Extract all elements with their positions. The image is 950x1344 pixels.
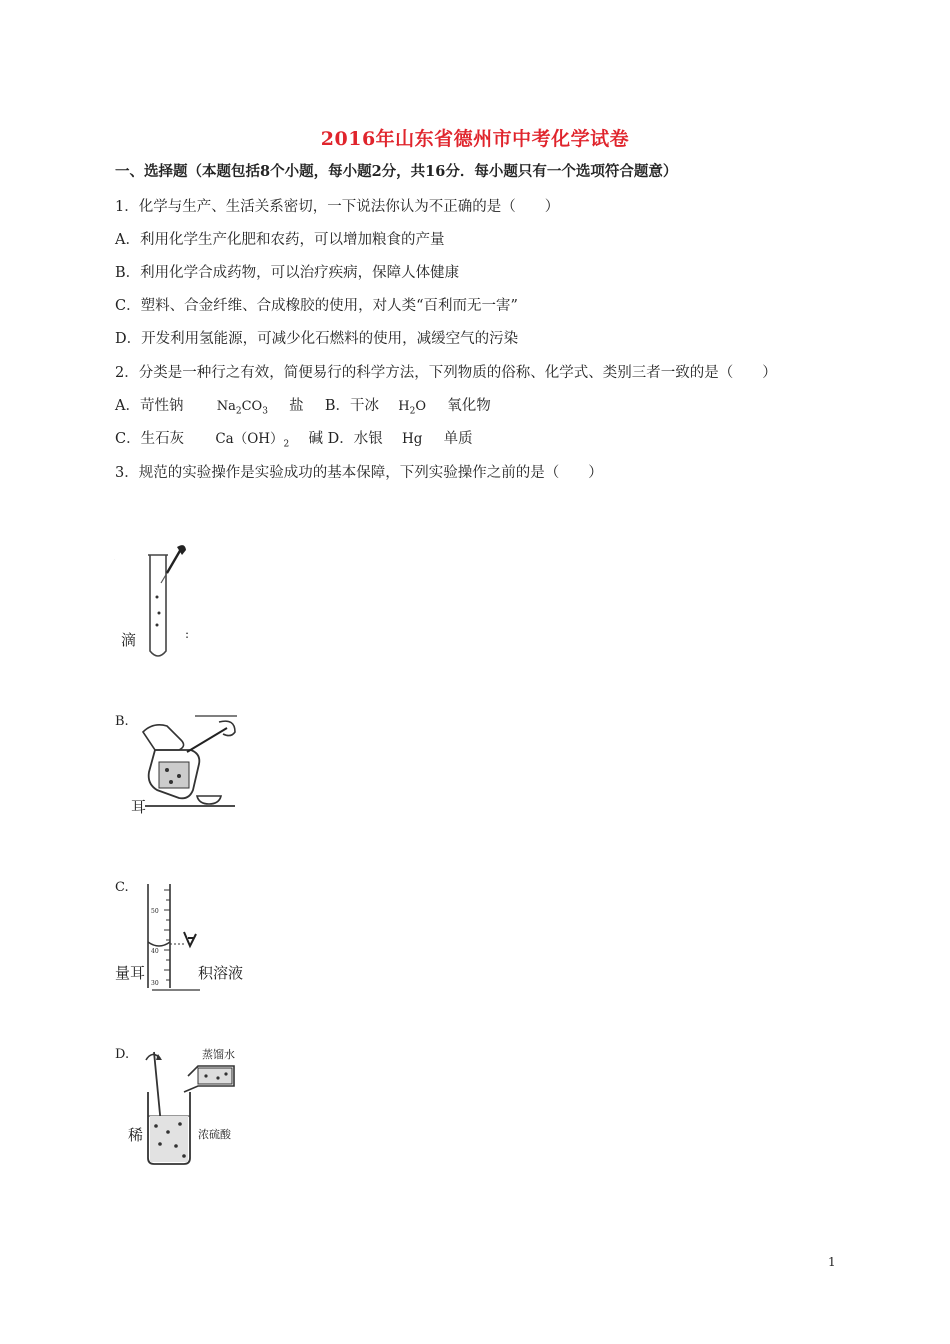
question-1-option-d: D．开发利用氢能源，可减少化石燃料的使用，减缓空气的污染 [115, 331, 519, 347]
question-2-option-a-name: A．苛性钠 [115, 398, 184, 414]
beaker-stirring-illustration [138, 1046, 242, 1166]
question-2-option-b-name: B．干冰 [324, 398, 380, 414]
cylinder-scale-30: 30 [151, 980, 159, 987]
figure-c-caption-left: 量耳 [115, 964, 146, 982]
page-number: 1 [828, 1255, 836, 1269]
question-2-option-b-class: 氧化物 [447, 398, 491, 414]
figure-a-caption-right: : [185, 627, 190, 641]
question-2-row-cd [115, 429, 473, 455]
hand-pouring-illustration [135, 712, 240, 812]
figure-b-caption: 耳 [131, 798, 147, 816]
section-heading: 一、选择题（本题包括8个小题，每小题2分，共16分．每小题只有一个选项符合题意） [115, 163, 678, 180]
question-2-option-b-formula: $H_2O$ [398, 399, 426, 417]
question-3-option-c-label: C. [115, 880, 129, 895]
question-2-option-d-formula: Hg [401, 431, 423, 447]
cylinder-scale-50: 50 [151, 908, 159, 915]
question-2-row-ab [115, 396, 491, 422]
question-2-option-c-formula: $Ca(OH)_2$ [215, 431, 290, 450]
dilution-figure [138, 1046, 242, 1166]
graduated-cylinder-figure [138, 880, 200, 992]
bottle-label-side: 浓硫酸 [198, 1128, 231, 1141]
question-2-option-c-name: C．生石灰 [115, 431, 185, 447]
pouring-bottle-figure [131, 712, 240, 816]
question-1-option-a: A．利用化学生产化肥和农药，可以增加粮食的产量 [115, 232, 445, 248]
figure-a-caption-left: 滴 [121, 631, 137, 649]
figure-c-caption-right: 积溶液 [198, 964, 244, 982]
question-1-stem: 1．化学与生产、生活关系密切，一下说法你认为不正确的是（ ） [115, 199, 560, 215]
page-title: 2016年山东省德州市中考化学试卷 [320, 128, 630, 150]
question-2-option-a-formula: $Na_2CO_3$ [216, 399, 268, 417]
question-3-option-b-label: B. [115, 714, 129, 729]
question-1-option-c: C．塑料、合金纤维、合成橡胶的使用，对人类“百利而无一害” [115, 298, 518, 314]
question-3-option-d-label: D. [115, 1047, 130, 1062]
figure-d-caption: 稀 [128, 1126, 144, 1144]
bottle-label-top: 蒸馏水 [202, 1048, 235, 1061]
cylinder-reading-illustration [138, 880, 200, 992]
question-2-option-d-name: D．水银 [327, 431, 383, 447]
question-2-stem: 2．分类是一种行之有效，简便易行的科学方法，下列物质的俗称、化学式、类别三者一致的是（ ） [115, 365, 777, 381]
question-3-stem: 3．规范的实验操作是实验成功的基本保障，下列实验操作之前的是（ ） [115, 465, 603, 481]
question-2-option-c-class: 碱 [308, 431, 323, 447]
question-2-option-d-class: 单质 [443, 431, 473, 447]
question-1-option-b: B．利用化学合成药物，可以治疗疾病，保障人体健康 [115, 265, 460, 281]
cylinder-scale-40: 40 [151, 948, 159, 955]
dropper-figure [115, 543, 195, 661]
question-2-option-a-class: 盐 [289, 398, 304, 414]
